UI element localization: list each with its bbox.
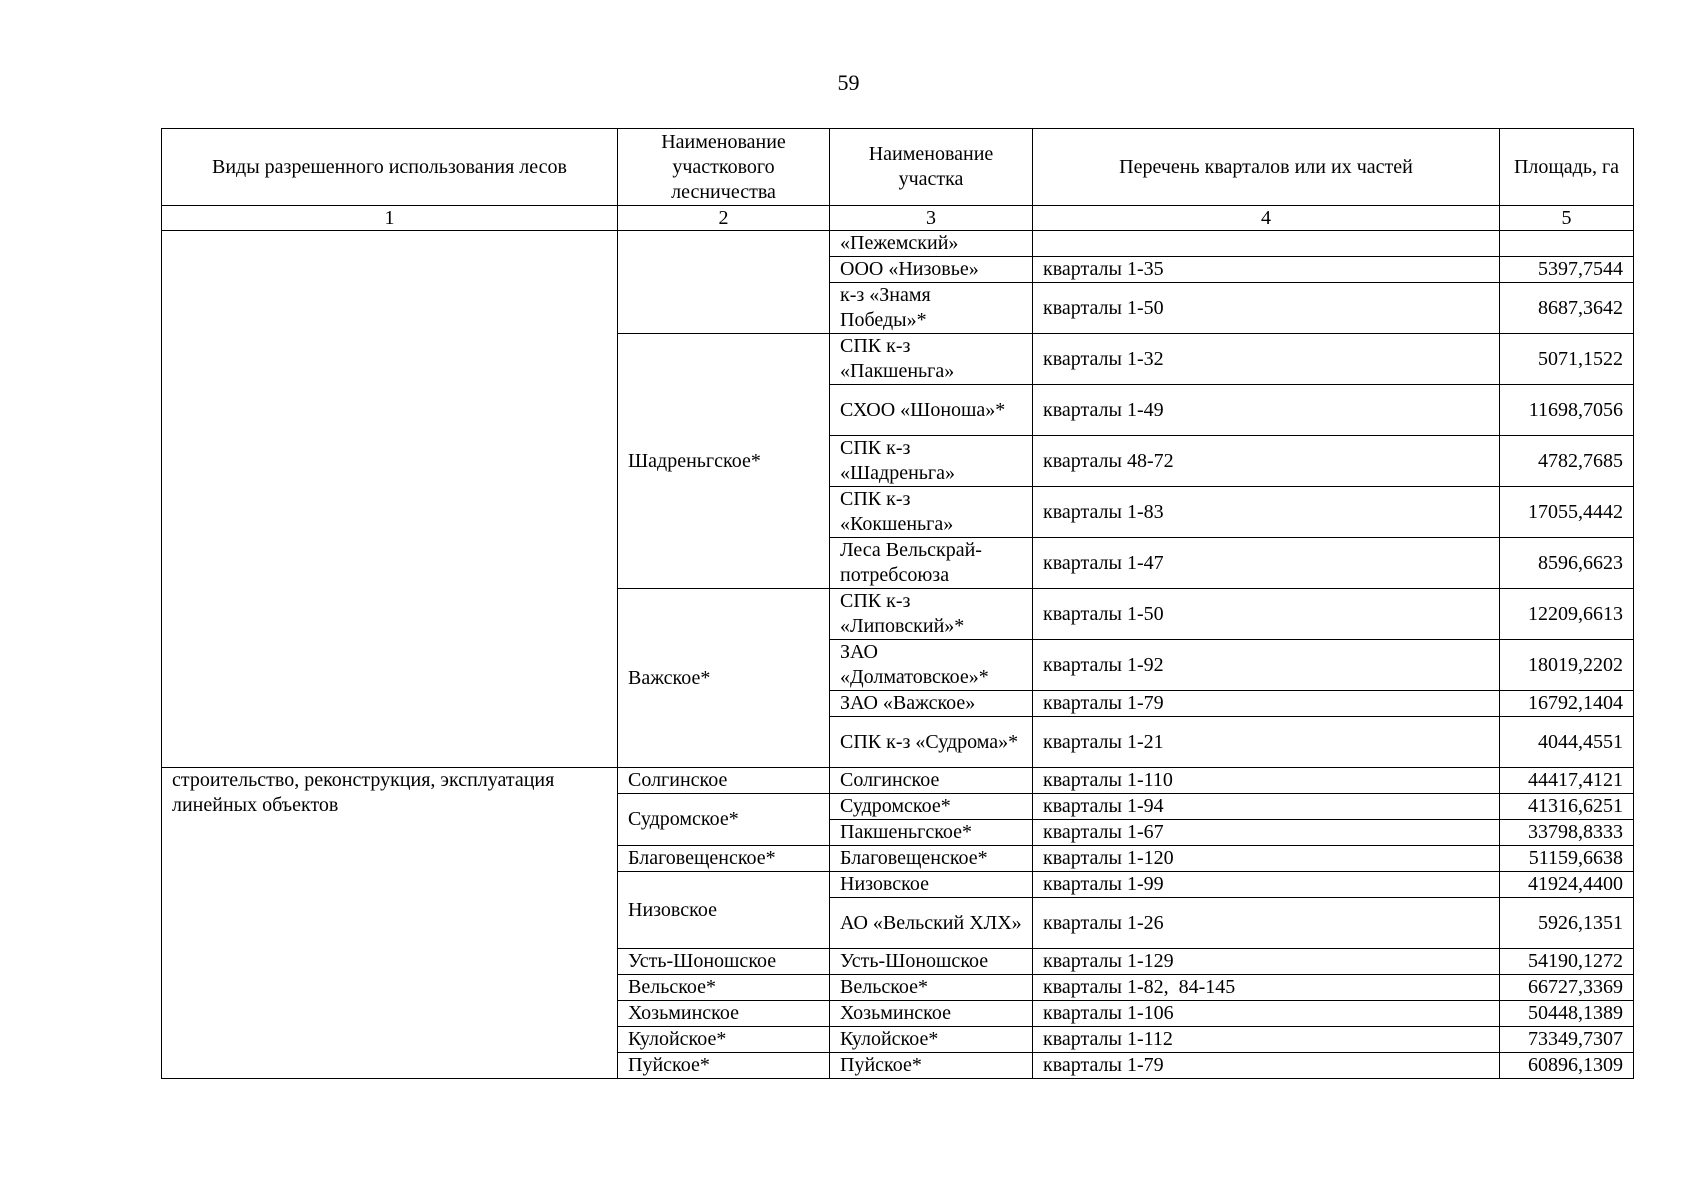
quarters-cell: кварталы 1-106 <box>1033 1001 1500 1027</box>
forestry-cell: Солгинское <box>618 768 830 794</box>
forestry-cell: Хозьминское <box>618 1001 830 1027</box>
quarters-cell: кварталы 1-21 <box>1033 717 1500 768</box>
site-cell: «Пежемский» <box>830 231 1033 257</box>
quarters-cell: кварталы 1-99 <box>1033 872 1500 898</box>
site-cell: ООО «Низовье» <box>830 257 1033 283</box>
table-header-row <box>162 129 1634 206</box>
header-forestry: Наименование участкового лесничества <box>618 129 830 206</box>
quarters-cell: кварталы 1-67 <box>1033 820 1500 846</box>
site-cell: Хозьминское <box>830 1001 1033 1027</box>
area-cell <box>1500 231 1634 257</box>
quarters-cell: кварталы 1-92 <box>1033 640 1500 691</box>
site-cell: СПК к-з «Судрома»* <box>830 717 1033 768</box>
site-cell: СПК к-з «Пакшеньга» <box>830 334 1033 385</box>
header-site: Наименование участка <box>830 129 1033 206</box>
site-cell: Пакшеньгское* <box>830 820 1033 846</box>
site-cell: Кулойское* <box>830 1027 1033 1053</box>
forestry-cell: Судромское* <box>618 794 830 846</box>
area-cell: 41924,4400 <box>1500 872 1634 898</box>
forestry-cell: Шадреньгское* <box>618 334 830 589</box>
area-cell: 17055,4442 <box>1500 487 1634 538</box>
quarters-cell: кварталы 1-32 <box>1033 334 1500 385</box>
area-cell: 44417,4121 <box>1500 768 1634 794</box>
area-cell: 66727,3369 <box>1500 975 1634 1001</box>
area-cell: 8596,6623 <box>1500 538 1634 589</box>
area-cell: 60896,1309 <box>1500 1053 1634 1079</box>
site-cell: Усть-Шоношское <box>830 949 1033 975</box>
quarters-cell: кварталы 1-79 <box>1033 691 1500 717</box>
area-cell: 54190,1272 <box>1500 949 1634 975</box>
area-cell: 18019,2202 <box>1500 640 1634 691</box>
quarters-cell: кварталы 1-50 <box>1033 589 1500 640</box>
area-cell: 5926,1351 <box>1500 898 1634 949</box>
column-number: 5 <box>1500 206 1634 231</box>
site-cell: СПК к-з «Липовский»* <box>830 589 1033 640</box>
site-cell: ЗАО «Долматовское»* <box>830 640 1033 691</box>
forest-use-table <box>161 128 1634 1079</box>
area-cell: 4044,4551 <box>1500 717 1634 768</box>
forestry-cell: Низовское <box>618 872 830 949</box>
column-number: 4 <box>1033 206 1500 231</box>
table-row <box>162 768 1634 794</box>
site-cell: Солгинское <box>830 768 1033 794</box>
area-cell: 50448,1389 <box>1500 1001 1634 1027</box>
column-number-row <box>162 206 1634 231</box>
quarters-cell: кварталы 1-110 <box>1033 768 1500 794</box>
site-cell: Леса Вельскрай-потребсоюза <box>830 538 1033 589</box>
header-area: Площадь, га <box>1500 129 1634 206</box>
quarters-cell: кварталы 1-47 <box>1033 538 1500 589</box>
site-cell: Низовское <box>830 872 1033 898</box>
quarters-cell: кварталы 48-72 <box>1033 436 1500 487</box>
area-cell: 33798,8333 <box>1500 820 1634 846</box>
site-cell: к-з «Знамя Победы»* <box>830 283 1033 334</box>
use-type-cell <box>162 231 618 768</box>
site-cell: АО «Вельский ХЛХ» <box>830 898 1033 949</box>
area-cell: 5071,1522 <box>1500 334 1634 385</box>
quarters-cell: кварталы 1-112 <box>1033 1027 1500 1053</box>
area-cell: 12209,6613 <box>1500 589 1634 640</box>
quarters-cell: кварталы 1-79 <box>1033 1053 1500 1079</box>
forestry-cell: Важское* <box>618 589 830 768</box>
site-cell: Благовещенское* <box>830 846 1033 872</box>
quarters-cell: кварталы 1-129 <box>1033 949 1500 975</box>
quarters-cell: кварталы 1-26 <box>1033 898 1500 949</box>
header-quarters: Перечень кварталов или их частей <box>1033 129 1500 206</box>
quarters-cell: кварталы 1-120 <box>1033 846 1500 872</box>
quarters-cell <box>1033 231 1500 257</box>
forestry-cell: Благовещенское* <box>618 846 830 872</box>
area-cell: 5397,7544 <box>1500 257 1634 283</box>
column-number: 3 <box>830 206 1033 231</box>
quarters-cell: кварталы 1-83 <box>1033 487 1500 538</box>
site-cell: СХОО «Шоноша»* <box>830 385 1033 436</box>
header-use-type: Виды разрешенного использования лесов <box>162 129 618 206</box>
site-cell: СПК к-з «Кокшеньга» <box>830 487 1033 538</box>
forestry-cell <box>618 231 830 334</box>
area-cell: 11698,7056 <box>1500 385 1634 436</box>
area-cell: 8687,3642 <box>1500 283 1634 334</box>
page-number: 59 <box>837 70 860 95</box>
area-cell: 16792,1404 <box>1500 691 1634 717</box>
site-cell: СПК к-з «Шадреньга» <box>830 436 1033 487</box>
forestry-cell: Вельское* <box>618 975 830 1001</box>
quarters-cell: кварталы 1-82, 84-145 <box>1033 975 1500 1001</box>
column-number: 2 <box>618 206 830 231</box>
forestry-cell: Усть-Шоношское <box>618 949 830 975</box>
quarters-cell: кварталы 1-94 <box>1033 794 1500 820</box>
area-cell: 51159,6638 <box>1500 846 1634 872</box>
forestry-cell: Кулойское* <box>618 1027 830 1053</box>
site-cell: Судромское* <box>830 794 1033 820</box>
quarters-cell: кварталы 1-49 <box>1033 385 1500 436</box>
area-cell: 4782,7685 <box>1500 436 1634 487</box>
area-cell: 73349,7307 <box>1500 1027 1634 1053</box>
quarters-cell: кварталы 1-35 <box>1033 257 1500 283</box>
forestry-cell: Пуйское* <box>618 1053 830 1079</box>
table-row <box>162 231 1634 257</box>
column-number: 1 <box>162 206 618 231</box>
site-cell: Пуйское* <box>830 1053 1033 1079</box>
site-cell: Вельское* <box>830 975 1033 1001</box>
area-cell: 41316,6251 <box>1500 794 1634 820</box>
site-cell: ЗАО «Важское» <box>830 691 1033 717</box>
quarters-cell: кварталы 1-50 <box>1033 283 1500 334</box>
use-type-cell: строительство, реконструкция, эксплуатация линейных объектов <box>162 768 618 1079</box>
